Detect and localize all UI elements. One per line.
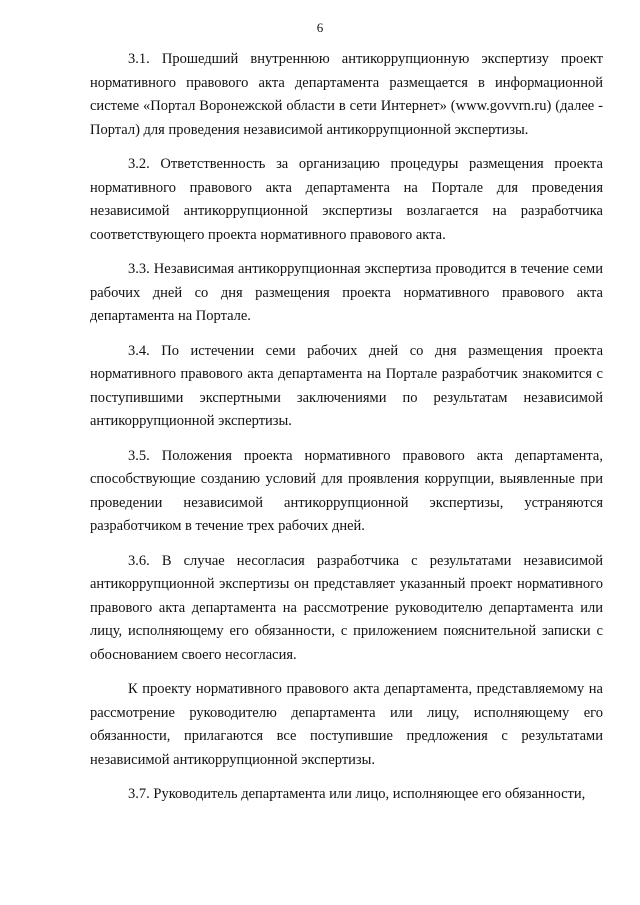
paragraph-3-6-continuation: К проекту нормативного правового акта департамента, представляемому на рассмотрение руководителю департамента или лицу, исполняющему его обязанности, прилагаются все поступившие предложения с результатами независимой антикоррупционной экспертизы.	[90, 681, 603, 768]
paragraph-3-3: 3.3. Независимая антикоррупционная экспертиза проводится в течение семи рабочих дней со дня размещения проекта нормативного правового акта департамента на Портале.	[90, 261, 603, 324]
page-number: 6	[316, 20, 324, 35]
paragraph-3-1: 3.1. Прошедший внутреннюю антикоррупционную экспертизу проект нормативного правового акта департамента размещается в информационной системе «Портал Воронежской области в сети Интернет» (www.govvrn.ru) (далее - Портал) для проведения независимой антикоррупционной экспертизы.	[90, 51, 603, 138]
paragraph-3-5: 3.5. Положения проекта нормативного правового акта департамента, способствующие созданию условий для проявления коррупции, выявленные при проведении независимой антикоррупционной экспертизы, устраняются разработчиком в течение трех рабочих дней.	[90, 447, 603, 534]
paragraph-3-4: 3.4. По истечении семи рабочих дней со дня размещения проекта нормативного правового акта департамента на Портале разработчик знакомится с поступившими экспертными заключениями по результатам независимой антикоррупционной экспертизы.	[90, 342, 603, 429]
paragraph-3-6: 3.6. В случае несогласия разработчика с результатами независимой антикоррупционной экспертизы он представляет указанный проект нормативного правового акта департамента на рассмотрение руководителю департамента или лицу, исполняющему его обязанности, с приложением пояснительной записки с обоснованием своего несогласия.	[90, 552, 603, 663]
paragraph-3-2: 3.2. Ответственность за организацию процедуры размещения проекта нормативного правового акта департамента на Портале для проведения независимой антикоррупционной экспертизы возлагается на разработчика соответствующего проекта нормативного правового акта.	[90, 156, 603, 243]
document-body	[90, 48, 603, 807]
paragraph-3-7: 3.7. Руководитель департамента или лицо, исполняющее его обязанности,	[128, 786, 586, 802]
